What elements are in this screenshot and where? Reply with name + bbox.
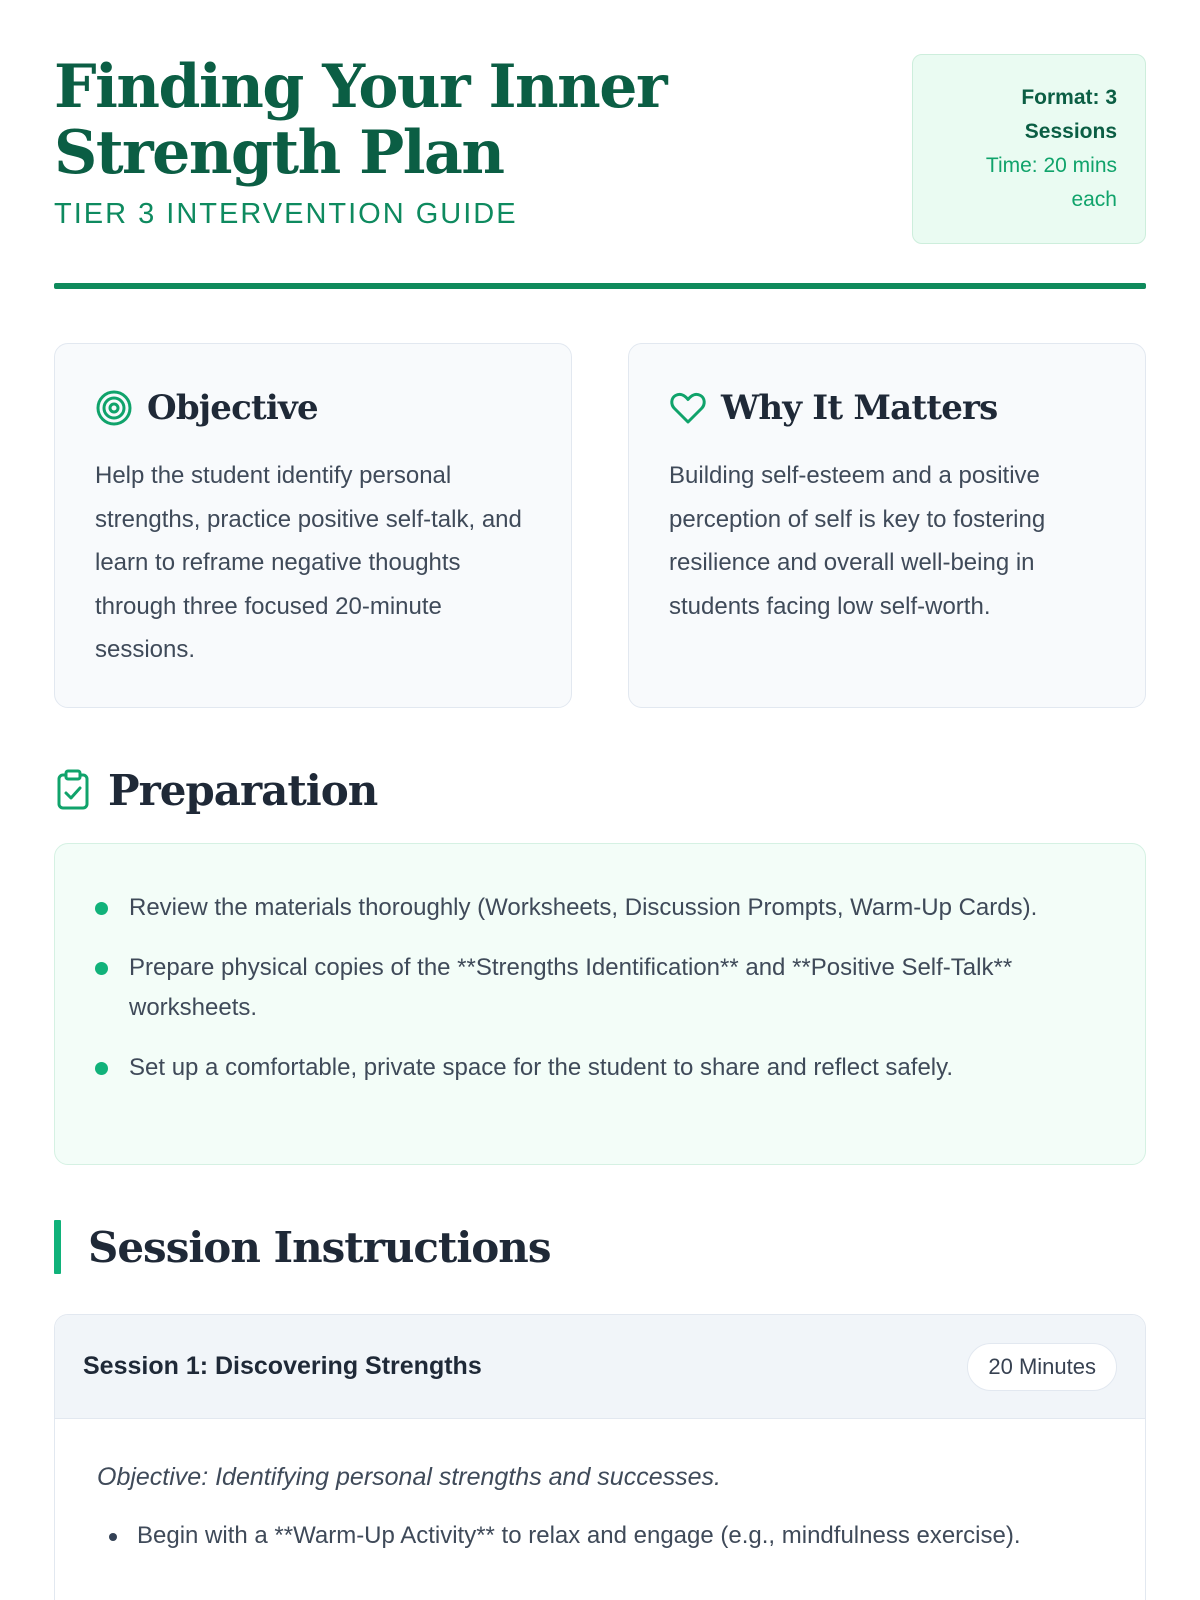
target-icon	[95, 389, 133, 427]
session-card	[54, 1314, 1146, 1600]
heart-icon	[669, 389, 707, 427]
duration-badge: 20 Minutes	[967, 1343, 1117, 1391]
clipboard-check-icon	[54, 769, 92, 811]
intervention-plan-page	[54, 0, 1146, 1600]
bullet-icon	[95, 962, 108, 975]
session-card-header	[55, 1315, 1145, 1419]
page-header	[54, 54, 1146, 244]
bullet-icon	[95, 902, 108, 915]
page-subtitle: TIER 3 INTERVENTION GUIDE	[54, 198, 518, 230]
list-item-text: Begin with a **Warm-Up Activity** to relax and engage (e.g., mindfulness exercise).	[137, 1522, 1021, 1549]
format-info-box	[912, 54, 1146, 244]
preparation-header	[54, 762, 377, 818]
header-divider	[54, 283, 1146, 289]
preparation-title: Preparation	[108, 765, 378, 815]
session-card-body	[55, 1419, 1145, 1556]
list-item	[95, 888, 1105, 928]
why-it-matters-card	[628, 343, 1146, 708]
list-item-text: Review the materials thoroughly (Worksheets, Discussion Prompts, Warm-Up Cards).	[129, 894, 1038, 921]
session-instructions-title: Session Instructions	[88, 1222, 551, 1272]
list-item	[97, 1516, 1105, 1556]
list-item-text: Prepare physical copies of the **Strengths Identification** and **Positive Self-Talk** worksheets.	[129, 954, 1013, 1021]
page-title: Finding Your Inner Strength Plan	[54, 52, 667, 188]
preparation-list	[54, 843, 1146, 1165]
list-item	[95, 948, 1105, 1028]
section-accent-bar	[54, 1220, 61, 1274]
objective-title: Objective	[147, 388, 318, 428]
bullet-icon	[109, 1533, 117, 1541]
objective-card	[54, 343, 572, 708]
time-label: Time: 20 mins each	[985, 154, 1117, 211]
objective-card-header	[95, 384, 531, 432]
session-objective: Objective: Identifying personal strengths and successes.	[97, 1463, 721, 1491]
format-label: Format: 3 Sessions	[1021, 86, 1117, 143]
why-it-matters-text: Building self-esteem and a positive perception of self is key to fostering resilience and overall well-being in students facing low self-worth.	[669, 462, 1046, 620]
session-title: Session 1: Discovering Strengths	[83, 1352, 482, 1380]
why-it-matters-title: Why It Matters	[721, 388, 998, 428]
objective-text: Help the student identify personal strengths, practice positive self-talk, and learn to reframe negative thoughts through three focused 20-minute sessions.	[95, 462, 522, 663]
why-it-matters-card-header	[669, 384, 1105, 432]
session-instructions-header	[54, 1220, 551, 1274]
list-item	[95, 1048, 1105, 1088]
list-item-text: Set up a comfortable, private space for the student to share and reflect safely.	[129, 1054, 954, 1081]
bullet-icon	[95, 1062, 108, 1075]
